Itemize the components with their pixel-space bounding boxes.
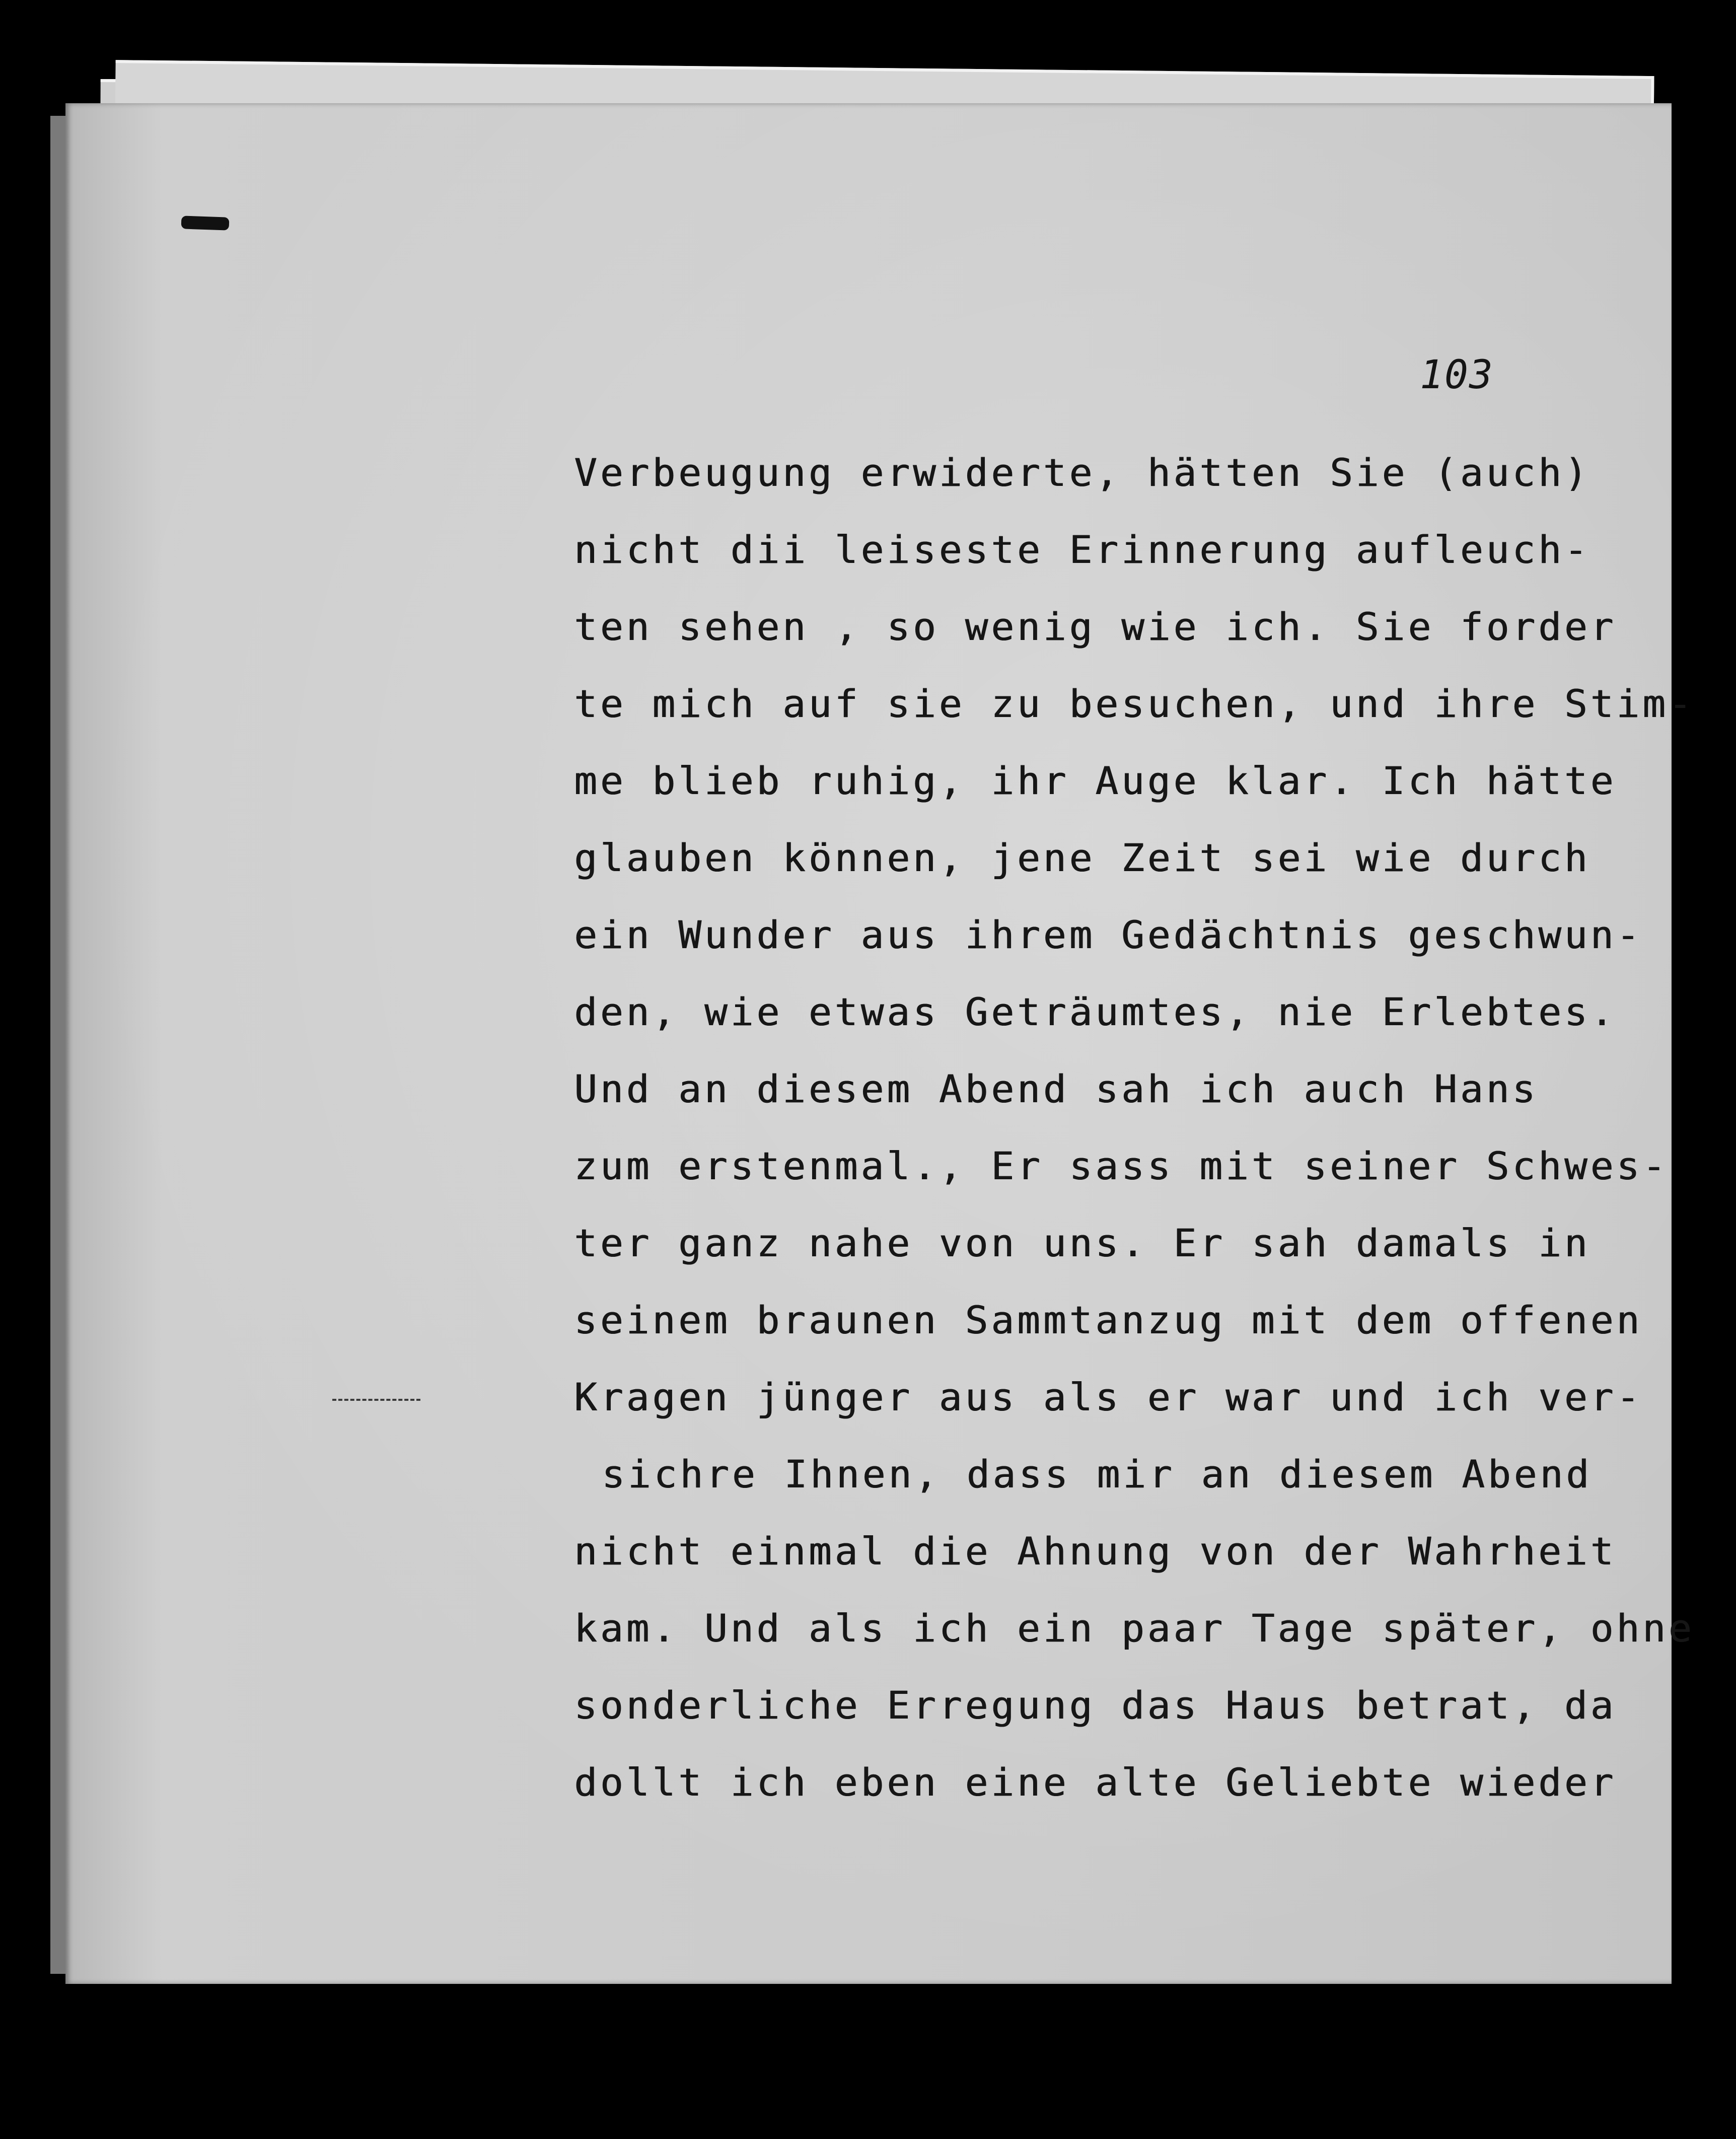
ink-mark bbox=[181, 216, 230, 230]
text-line: glauben können, jene Zeit sei wie durch bbox=[574, 835, 1590, 880]
text-line: sichre Ihnen, dass mir an diesem Abend bbox=[602, 1452, 1592, 1496]
text-line: dollt ich eben eine alte Geliebte wieder bbox=[574, 1760, 1617, 1805]
page-edge bbox=[50, 116, 65, 1974]
text-line: ein Wunder aus ihrem Gedächtnis geschwun- bbox=[574, 912, 1642, 957]
text-line: sonderliche Erregung das Haus betrat, da bbox=[574, 1683, 1617, 1728]
body-text bbox=[574, 434, 1695, 1821]
text-line: kam. Und als ich ein paar Tage später, ohne bbox=[574, 1606, 1695, 1651]
page-number: 103 bbox=[1420, 352, 1494, 398]
text-line: Und an diesem Abend sah ich auch Hans bbox=[574, 1066, 1538, 1111]
text-line: ten sehen , so wenig wie ich. Sie forder bbox=[574, 604, 1617, 649]
text-line: te mich auf sie zu besuchen, und ihre Stim- bbox=[574, 681, 1695, 726]
text-line: seinem braunen Sammtanzug mit dem offenen bbox=[574, 1298, 1642, 1342]
text-line: me blieb ruhig, ihr Auge klar. Ich hätte bbox=[574, 758, 1617, 803]
text-line: nicht einmal die Ahnung von der Wahrheit bbox=[574, 1529, 1617, 1574]
text-line: ter ganz nahe von uns. Er sah damals in bbox=[574, 1221, 1590, 1265]
text-line: nicht dii leiseste Erinnerung aufleuch- bbox=[574, 527, 1590, 572]
text-line: Kragen jünger aus als er war und ich ver- bbox=[574, 1375, 1642, 1419]
text-line: den, wie etwas Geträumtes, nie Erlebtes. bbox=[574, 989, 1617, 1034]
text-line: Verbeugung erwiderte, hätten Sie (auch) bbox=[574, 450, 1590, 495]
text-line: zum erstenmal., Er sass mit seiner Schwes- bbox=[574, 1144, 1669, 1188]
margin-mark bbox=[332, 1399, 420, 1406]
